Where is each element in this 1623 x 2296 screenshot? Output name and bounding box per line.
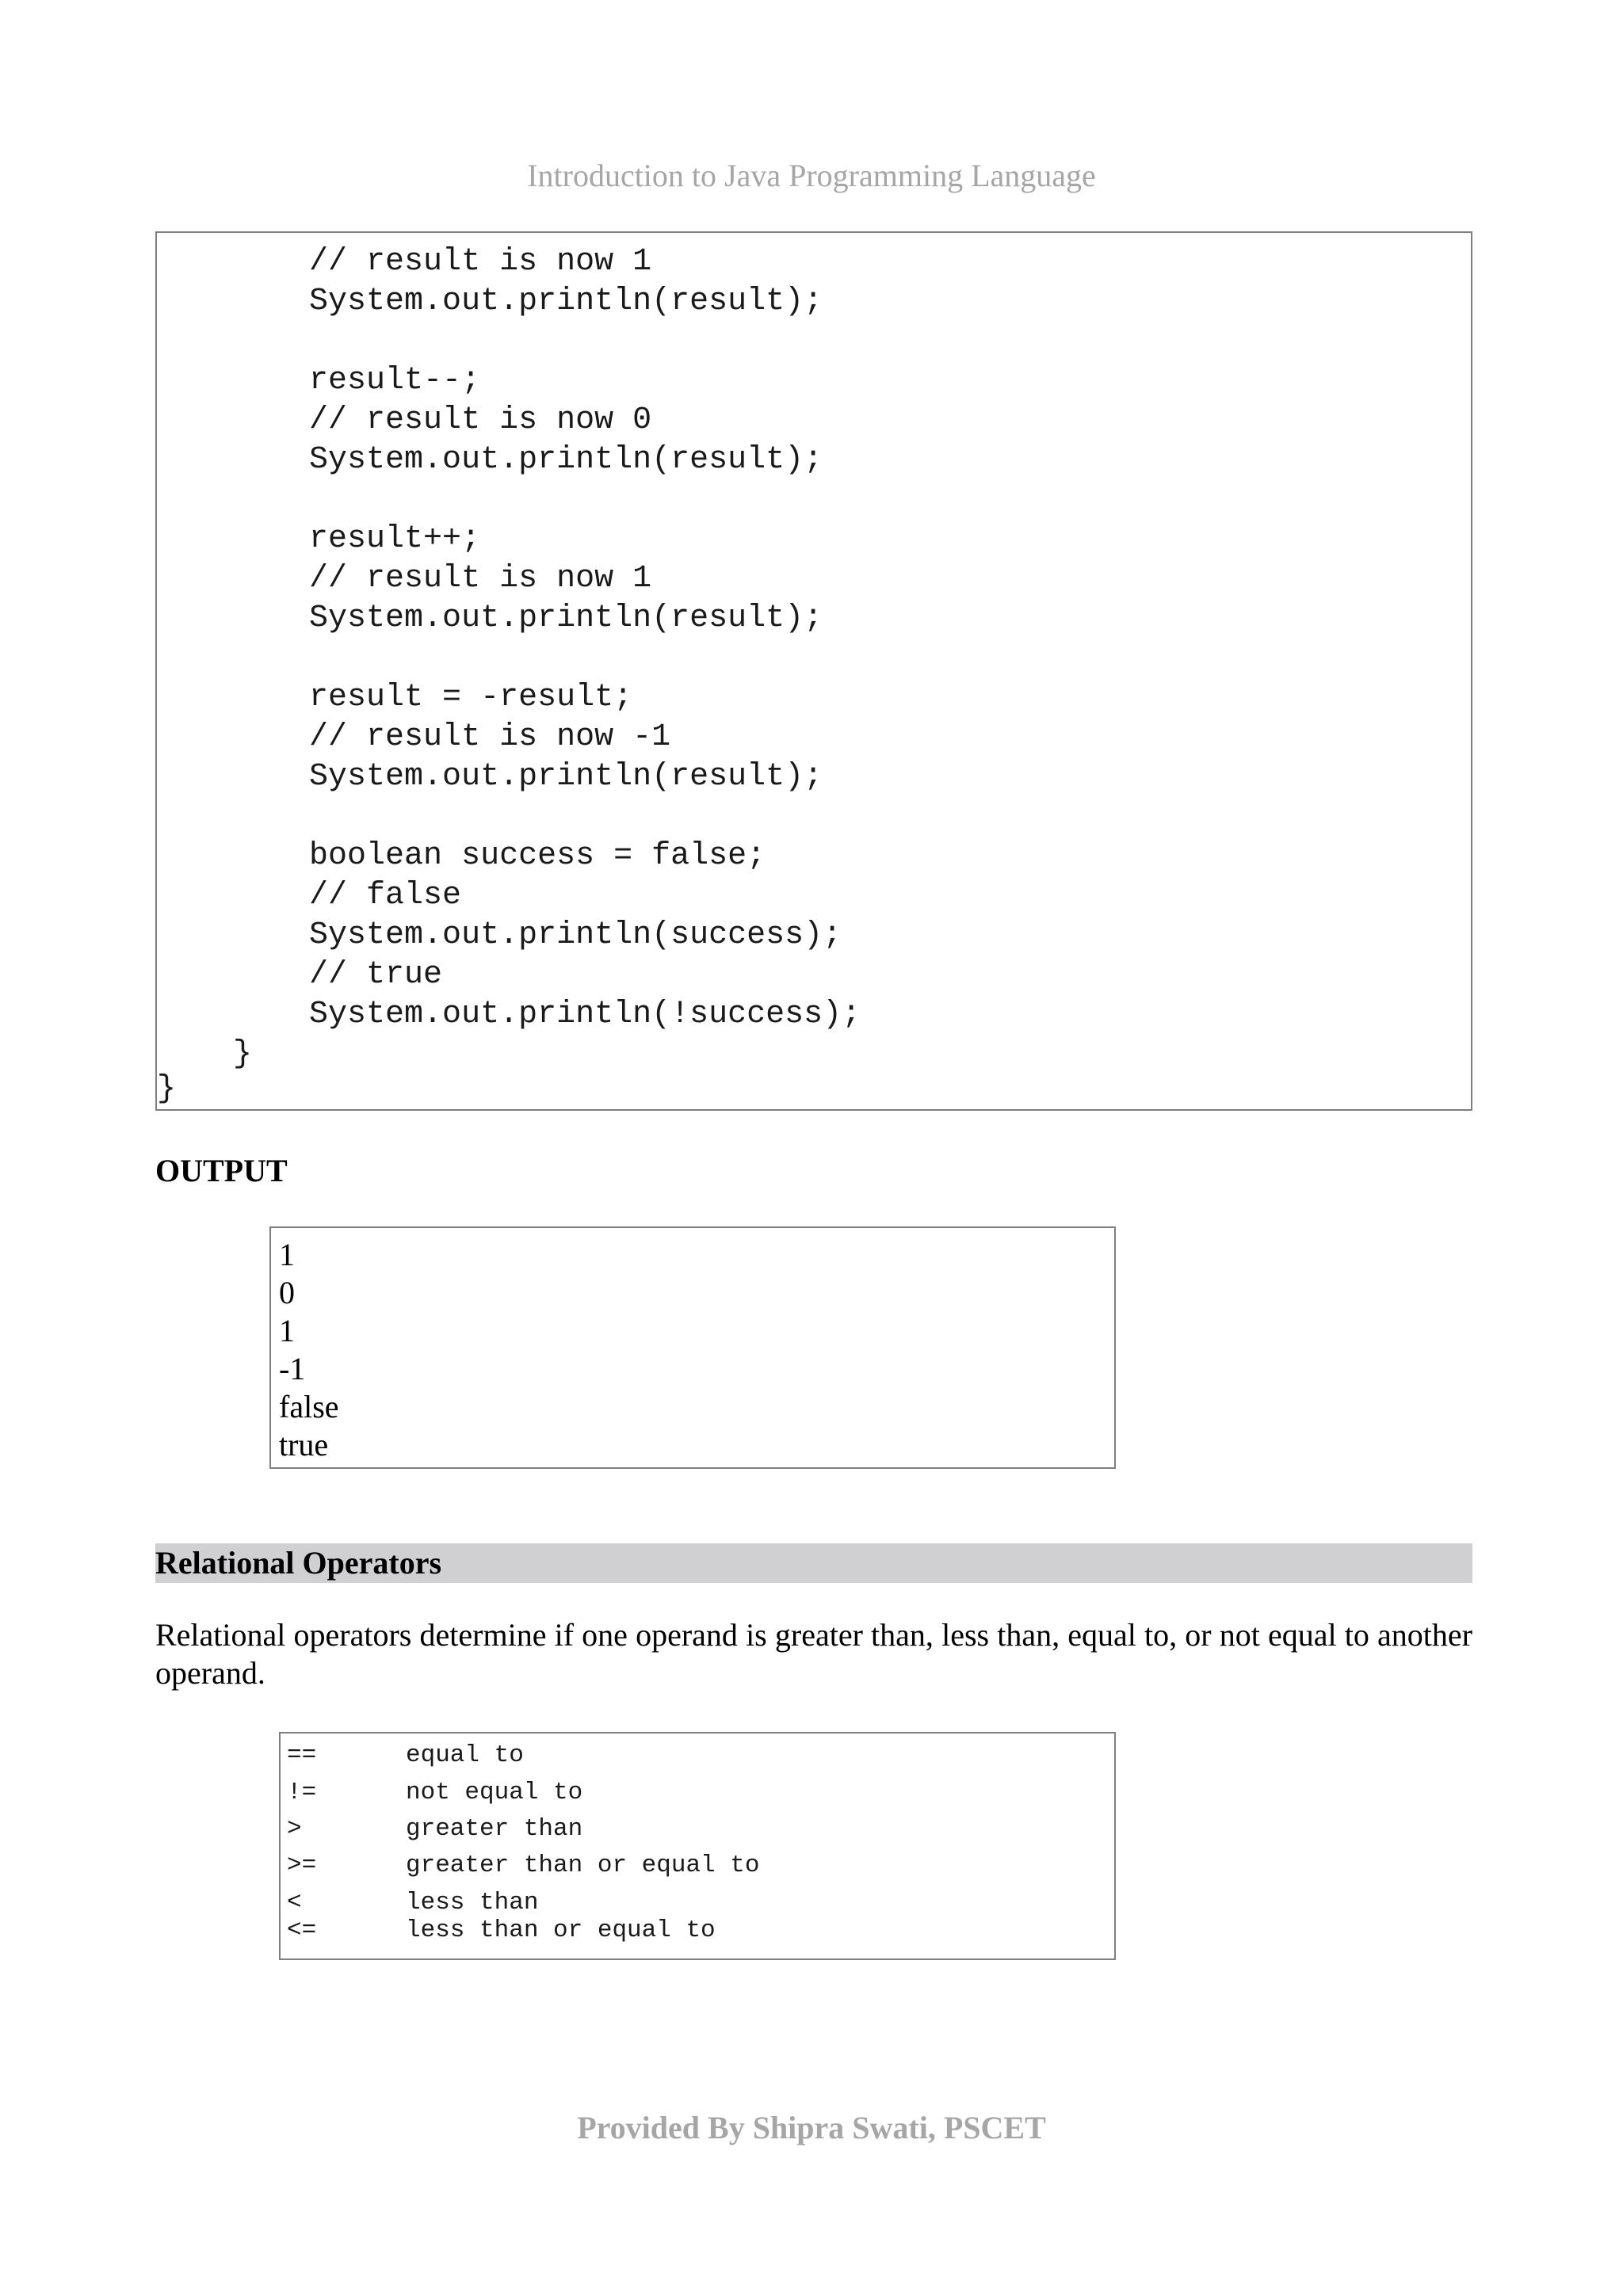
operator-symbol: > bbox=[287, 1815, 302, 1843]
code-line: } bbox=[157, 1071, 177, 1107]
operator-row bbox=[281, 1887, 1114, 1919]
operators-table bbox=[279, 1732, 1116, 1960]
output-line: true bbox=[279, 1427, 329, 1463]
output-line: 1 bbox=[279, 1313, 295, 1348]
code-line: // result is now 0 bbox=[157, 402, 652, 438]
output-line: -1 bbox=[279, 1351, 306, 1386]
code-line: result--; bbox=[157, 363, 481, 399]
operator-meaning: less than or equal to bbox=[406, 1917, 716, 1944]
code-block bbox=[155, 231, 1472, 1111]
code-line: result++; bbox=[157, 521, 481, 557]
page-header: Introduction to Java Programming Language bbox=[527, 158, 1096, 193]
operator-meaning: not equal to bbox=[406, 1779, 583, 1806]
operator-symbol: == bbox=[287, 1741, 317, 1769]
code-line: } bbox=[157, 1036, 253, 1072]
section-heading-bar bbox=[155, 1543, 1472, 1583]
operator-meaning: greater than or equal to bbox=[406, 1852, 760, 1879]
operator-meaning: less than bbox=[406, 1889, 539, 1917]
operator-meaning: equal to bbox=[406, 1741, 524, 1769]
output-label: OUTPUT bbox=[155, 1153, 288, 1188]
code-line: boolean success = false; bbox=[157, 838, 766, 874]
section-heading: Relational Operators bbox=[155, 1545, 442, 1581]
code-line: System.out.println(result); bbox=[157, 759, 823, 795]
operator-row bbox=[281, 1814, 1114, 1845]
code-line: // result is now 1 bbox=[157, 244, 652, 280]
code-line: // result is now -1 bbox=[157, 719, 671, 755]
output-block bbox=[269, 1226, 1116, 1469]
code-line: System.out.println(result); bbox=[157, 601, 823, 636]
code-line: // true bbox=[157, 957, 443, 993]
output-line: false bbox=[279, 1389, 339, 1425]
output-line: 0 bbox=[279, 1275, 295, 1310]
operator-row bbox=[281, 1740, 1114, 1772]
section-paragraph: Relational operators determine if one operand is greater than, less than, equal to, or not equal to another operand. bbox=[155, 1617, 1472, 1691]
operator-symbol: != bbox=[287, 1779, 317, 1806]
code-line: System.out.println(result); bbox=[157, 442, 823, 478]
operator-meaning: greater than bbox=[406, 1815, 583, 1843]
operator-row bbox=[281, 1850, 1114, 1882]
code-line: // result is now 1 bbox=[157, 561, 652, 597]
code-line: // false bbox=[157, 878, 462, 913]
operator-symbol: <= bbox=[287, 1917, 317, 1944]
code-line: System.out.println(result); bbox=[157, 284, 823, 319]
code-line: System.out.println(!success); bbox=[157, 997, 861, 1032]
page-footer: Provided By Shipra Swati, PSCET bbox=[577, 2110, 1046, 2145]
operator-row bbox=[281, 1777, 1114, 1809]
output-line: 1 bbox=[279, 1237, 295, 1272]
operator-symbol: < bbox=[287, 1889, 302, 1917]
operator-row bbox=[281, 1915, 1114, 1947]
code-line: System.out.println(success); bbox=[157, 917, 842, 953]
operator-symbol: >= bbox=[287, 1852, 317, 1879]
code-line: result = -result; bbox=[157, 680, 633, 715]
